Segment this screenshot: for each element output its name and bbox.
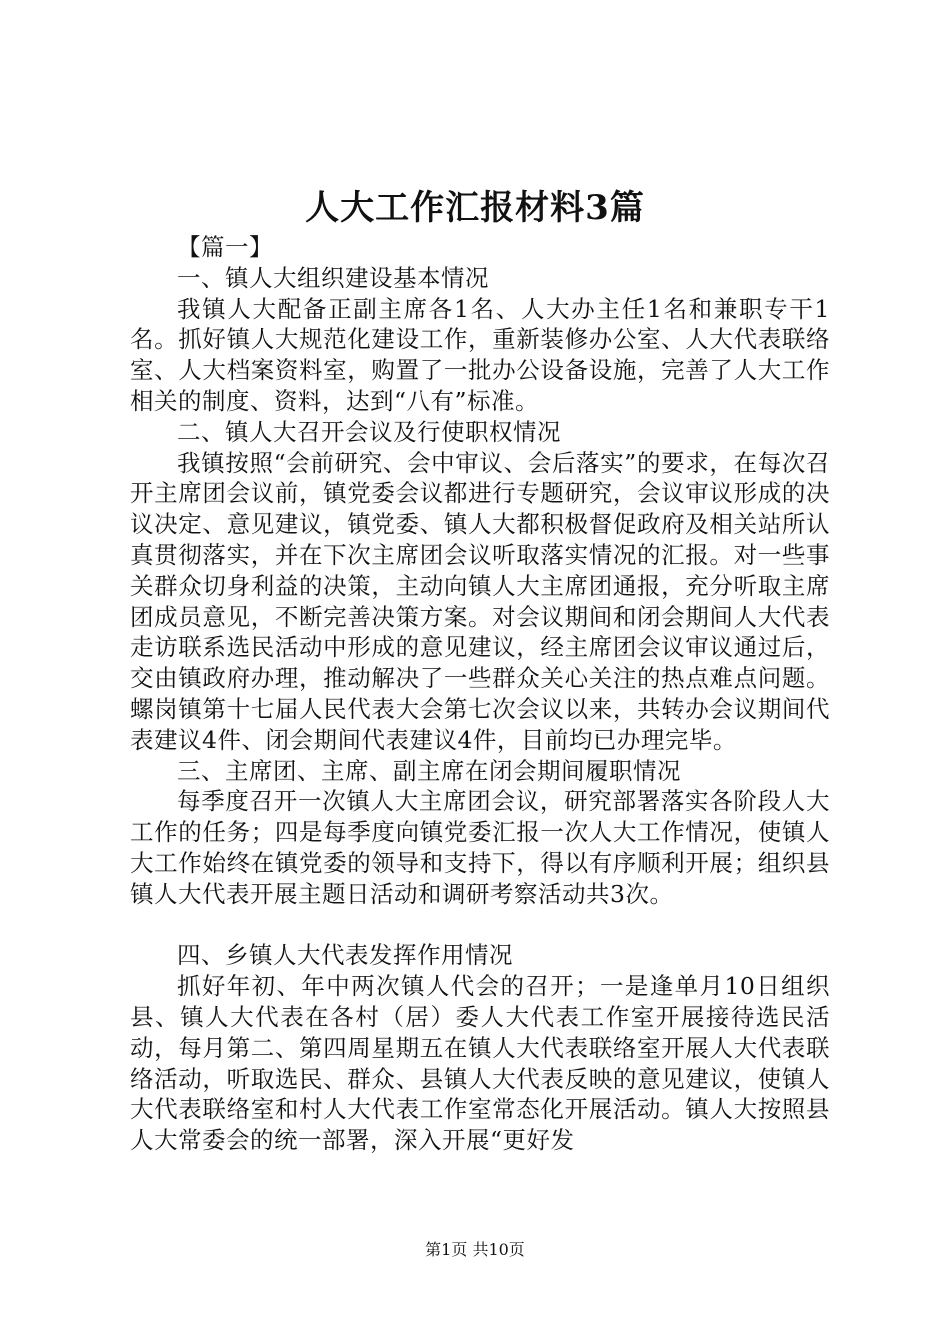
document-title: 人大工作汇报材料3篇 bbox=[305, 188, 645, 228]
section-marker: 【篇一】 bbox=[177, 233, 273, 261]
paragraph-1: 我镇人大配备正副主席各1名、人大办主任1名和兼职专干1名。抓好镇人大规范化建设工作，重新装修办公室、人大代表联络室、人大档案资料室，购置了一批办公设备设施，完善了人大工作相关的制度、资料，达到“八有”标准。 bbox=[130, 294, 830, 415]
paragraph-gap bbox=[130, 910, 830, 941]
paragraph-3: 每季度召开一次镇人大主席团会议，研究部署落实各阶段人大工作的任务；四是每季度向镇党委汇报一次人大工作情况，使镇人大工作始终在镇党委的领导和支持下，得以有序顺利开展；组织县镇人大代表开展主题日活动和调研考察活动共3次。 bbox=[130, 787, 830, 908]
section-heading-4: 四、乡镇人大代表发挥作用情况 bbox=[177, 941, 513, 970]
document-body bbox=[130, 232, 830, 1156]
page-footer: 第1页 共10页 bbox=[425, 1240, 525, 1259]
section-heading-2: 二、镇人大召开会议及行使职权情况 bbox=[177, 417, 561, 446]
paragraph-2: 我镇按照“会前研究、会中审议、会后落实”的要求，在每次召开主席团会议前，镇党委会议都进行专题研究，会议审议形成的决议决定、意见建议，镇党委、镇人大都积极督促政府及相关站所认真贯彻落实，并在下次主席团会议听取落实情况的汇报。对一些事关群众切身利益的决策，主动向镇人大主席团通报，充分听取主席团成员意见，不断完善决策方案。对会议期间和闭会期间人大代表走访联系选民活动中形成的意见建议，经主席团会议审议通过后，交由镇政府办理，推动解决了一些群众关心关注的热点难点问题。螺岗镇第十七届人民代表大会第七次会议以来，共转办会议期间代表建议4件、闭会期间代表建议4件，目前均已办理完毕。 bbox=[130, 448, 830, 754]
paragraph-4: 抓好年初、年中两次镇人代会的召开；一是逢单月10日组织县、镇人大代表在各村（居）委人大代表工作室开展接待选民活动，每月第二、第四周星期五在镇人大代表联络室开展人大代表联络活动，听取选民、群众、县镇人大代表反映的意见建议，使镇人大代表联络室和村人大代表工作室常态化开展活动。镇人大按照县人大常委会的统一部署，深入开展“更好发 bbox=[130, 972, 830, 1155]
section-heading-3: 三、主席团、主席、副主席在闭会期间履职情况 bbox=[177, 756, 681, 785]
section-heading-1: 一、镇人大组织建设基本情况 bbox=[177, 263, 489, 292]
